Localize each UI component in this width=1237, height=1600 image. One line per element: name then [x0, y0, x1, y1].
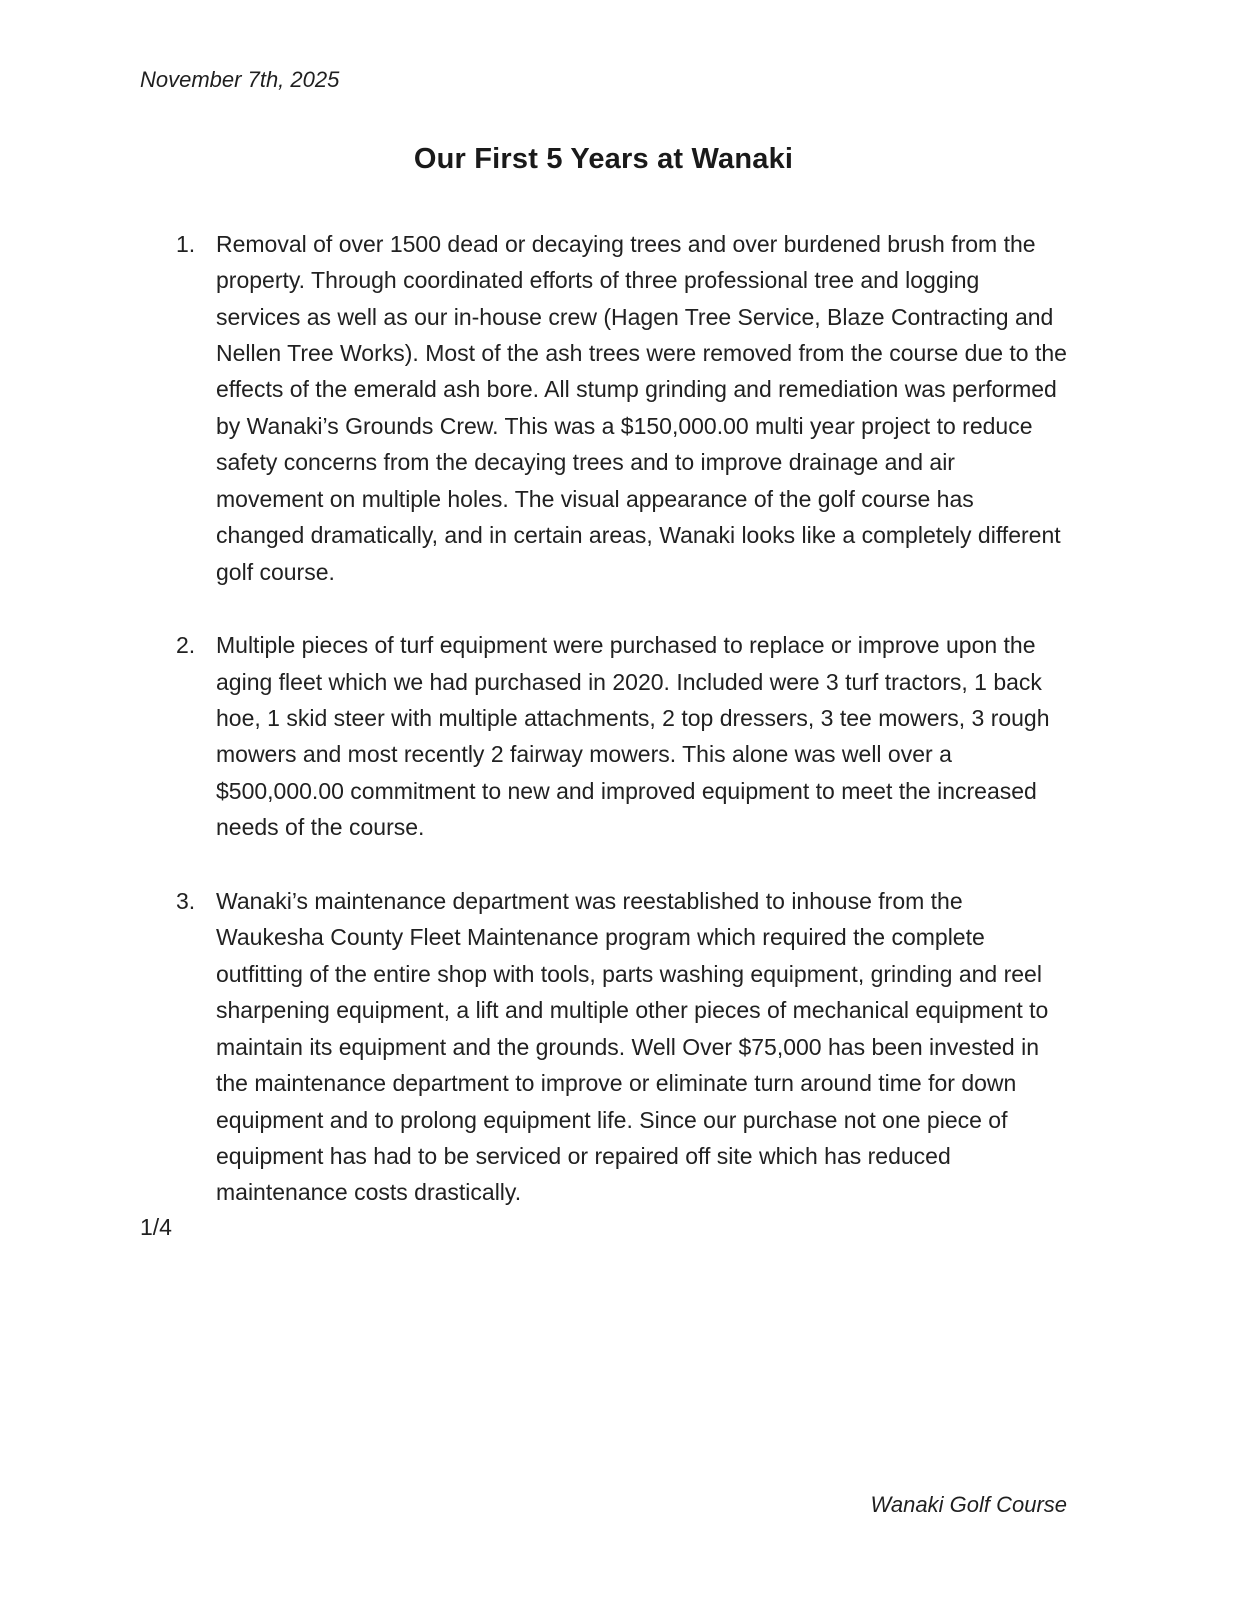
list-item-text: Wanaki’s maintenance department was reestablished to inhouse from the Waukesha County Fleet Maintenance program which required the complete outfitting of the entire shop with tools, parts washing equipment, grinding and reel sharpening equipment, a lift and multiple other pieces of mechanical equipment to maintain its equipment and the grounds. Well Over $75,000 has been invested in the maintenance department to improve or eliminate turn around time for down equipment and to prolong equipment life. Since our purchase not one piece of equipment has had to be serviced or repaired off site which has reduced maintenance costs drastically. — [216, 887, 1049, 1206]
list-item-number: 1. — [176, 230, 196, 257]
list-item — [140, 883, 1067, 1211]
date-line: November 7th, 2025 — [140, 67, 340, 92]
footer-text: Wanaki Golf Course — [870, 1492, 1067, 1517]
list-item — [140, 627, 1067, 846]
page-title: Our First 5 Years at Wanaki — [413, 142, 794, 175]
list-item-text: Multiple pieces of turf equipment were purchased to replace or improve upon the aging fleet which we had purchased in 2020. Included were 3 turf tractors, 1 back hoe, 1 skid steer with multiple attachments, 2 top dressers, 3 tee mowers, 3 rough mowers and most recently 2 fairway mowers. This alone was well over a $500,000.00 commitment to new and improved equipment to meet the increased needs of the course. — [216, 632, 1050, 841]
page-number: 1/4 — [140, 1213, 172, 1240]
list-item — [140, 226, 1067, 591]
numbered-list — [140, 226, 1067, 1211]
list-item-number: 3. — [176, 887, 196, 914]
list-item-text: Removal of over 1500 dead or decaying trees and over burdened brush from the property. Through coordinated efforts of three professional tree and logging services as well as our in-house crew (Hagen Tree Service, Blaze Contracting and Nellen Tree Works). Most of the ash trees were removed from the course due to the effects of the emerald ash bore. All stump grinding and remediation was performed by Wanaki’s Grounds Crew. This was a $150,000.00 multi year project to reduce safety concerns from the decaying trees and to improve drainage and air movement on multiple holes. The visual appearance of the golf course has changed dramatically, and in certain areas, Wanaki looks like a completely different golf course. — [216, 230, 1067, 585]
list-item-number: 2. — [176, 632, 196, 659]
